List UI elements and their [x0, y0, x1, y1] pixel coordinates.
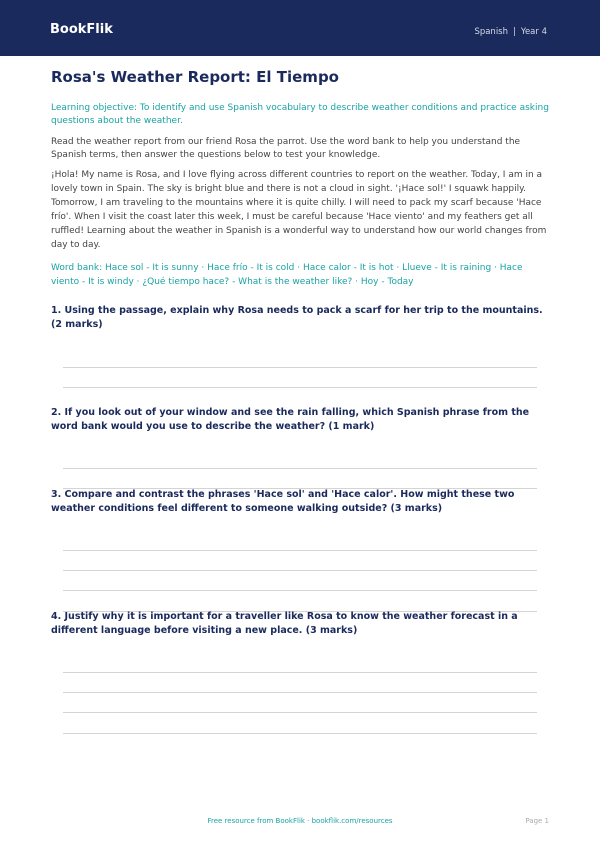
page-title: Rosa's Weather Report: El Tiempo: [51, 68, 339, 86]
answer-line[interactable]: [63, 692, 537, 693]
question-2: 2. If you look out of your window and see the rain falling, which Spanish phrase from the word bank would you use to describe the weather? (1 mark): [51, 407, 530, 432]
learning-objective: Learning objective: To identify and use Spanish vocabulary to describe weather conditions and practice asking questions about the weather.: [51, 103, 549, 126]
page-number: Page 1: [525, 817, 549, 825]
answer-line[interactable]: [63, 550, 537, 551]
brand-logo: BookFlik: [50, 22, 113, 37]
subject-year-label: [474, 27, 547, 37]
subject-label: Spanish: [474, 27, 509, 37]
answer-line[interactable]: [63, 590, 537, 591]
header-bar: [0, 0, 600, 56]
word-bank: Word bank: Hace sol - It is sunny · Hace frío - It is cold · Hace calor - It is hot · Llueve - It is raining · Hace viento - It is windy · ¿Qué tiempo hace? - What is the weather like? · Hoy - Today: [51, 263, 523, 287]
answer-line[interactable]: [63, 712, 537, 713]
question-4: 4. Justify why it is important for a traveller like Rosa to know the weather forecast in a different language before visiting a new place. (3 marks): [51, 611, 518, 636]
answer-line[interactable]: [63, 672, 537, 673]
worksheet-body: [51, 68, 551, 289]
answer-line[interactable]: [63, 570, 537, 571]
year-label: Year 4: [520, 27, 547, 37]
answer-line[interactable]: [63, 468, 537, 469]
answer-line[interactable]: [63, 367, 537, 368]
question-3: 3. Compare and contrast the phrases 'Hace sol' and 'Hace calor'. How might these two weather conditions feel different to someone walking outside? (3 marks): [51, 489, 515, 514]
instructions: Read the weather report from our friend Rosa the parrot. Use the word bank to help you understand the Spanish terms, then answer the questions below to test your knowledge.: [51, 137, 521, 160]
answer-line[interactable]: [63, 733, 537, 734]
reading-passage: ¡Hola! My name is Rosa, and I love flying across different countries to report on the weather. Today, I am in a lovely town in Spain. The sky is bright blue and there is not a cloud in sight. '¡Hace sol!' I squawk happily. Tomorrow, I am traveling to the mountains where it is quite chilly. I will need to pack my scarf because 'Hace frío'. When I visit the coast later this week, I must be careful because 'Hace viento' and my feathers get all ruffled! Learning about the weather in Spanish is a wonderful way to understand how our world changes from day to day.: [51, 170, 547, 250]
footer-credit: Free resource from BookFlik · bookflik.com/resources: [207, 817, 393, 825]
question-1: 1. Using the passage, explain why Rosa needs to pack a scarf for her trip to the mountains. (2 marks): [51, 305, 543, 330]
answer-line[interactable]: [63, 387, 537, 388]
separator: |: [513, 27, 516, 37]
